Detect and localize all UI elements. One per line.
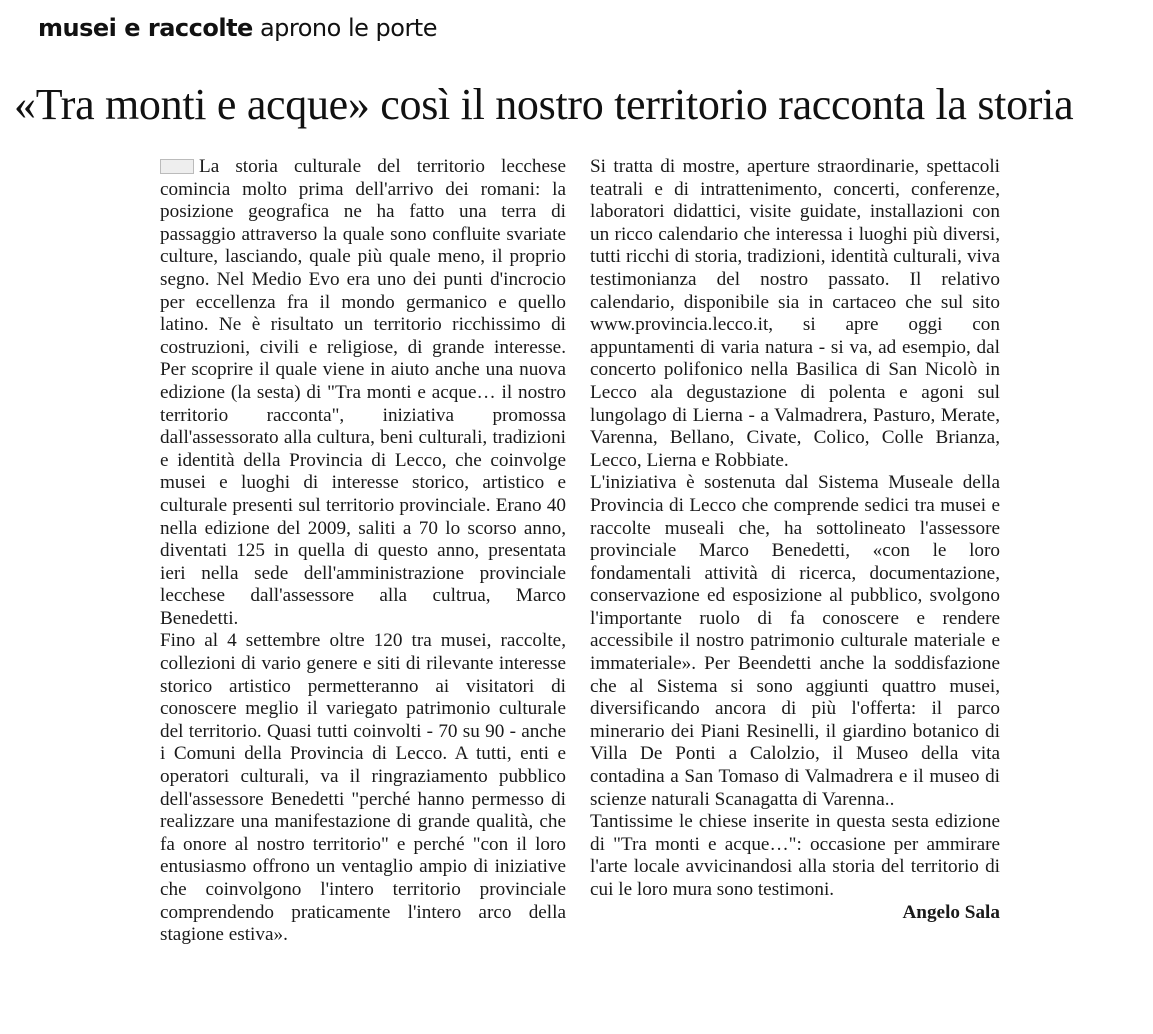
article-column-2: [590, 156, 1000, 924]
headline: «Tra monti e acque» così il nostro territorio racconta la storia: [14, 80, 1074, 129]
article-paragraph: Fino al 4 settembre oltre 120 tra musei, raccolte, collezioni di vario genere e siti di rilevante interesse storico artistico permetteranno ai visitatori di conoscere meglio il variegato patrimonio culturale del territorio. Quasi tutti coinvolti - 70 su 90 - anche i Comuni della Provincia di Lecco. A tutti, enti e operatori culturali, va il ringraziamento pubblico dell'assessore Benedetti "perché hanno permesso di realizzare una manifestazione di grande qualità, che fa onore al nostro territorio" e perché "con il loro entusiasmo offrono un ventaglio ampio di iniziative che coinvolgono l'intero territorio provinciale comprendendo praticamente l'intero arco della stagione estiva».: [160, 630, 566, 946]
article-paragraph-text: La storia culturale del territorio lecchese comincia molto prima dell'arrivo dei romani: la posizione geografica ne ha fatto una terra di passaggio attraverso la quale sono confluite svariate culture, lasciando, quale più quale meno, il proprio segno. Nel Medio Evo era uno dei punti d'incrocio per eccellenza fra il mondo germanico e quello latino. Ne è risultato un territorio ricchissimo di costruzioni, civili e religiose, di grande interesse. Per scoprire il quale viene in aiuto anche una nuova edizione (la sesta) di "Tra monti e acque… il nostro territorio racconta", iniziativa promossa dall'assessorato alla cultura, beni culturali, tradizioni e identità della Provincia di Lecco, che coinvolge musei e luoghi di interesse storico, artistico e culturale presenti sul territorio provinciale. Erano 40 nella edizione del 2009, saliti a 70 lo scorso anno, diventati 125 in quella di questo anno, presentata ieri nella sede dell'amministrazione provinciale lecchese dall'assessore alla cultrua, Marco Benedetti.: [160, 156, 566, 629]
newspaper-logo-icon: [160, 159, 194, 174]
section-kicker: [38, 14, 437, 42]
article-paragraph: [160, 156, 566, 630]
article-column-1: [160, 156, 566, 947]
kicker-light: aprono le porte: [259, 14, 437, 42]
article-paragraph: Tantissime le chiese inserite in questa sesta edizione di "Tra monti e acque…": occasione per ammirare l'arte locale avvicinandosi alla storia del territorio di cui le loro mura sono testimoni.: [590, 811, 1000, 900]
article-paragraph: L'iniziativa è sostenuta dal Sistema Museale della Provincia di Lecco che comprende sedici tra musei e raccolte museali che, ha sottolineato l'assessore provinciale Marco Benedetti, «con le loro fondamentali attività di ricerca, documentazione, conservazione ed esposizione al pubblico, svolgono l'importante ruolo di fa conoscere e rendere accessibile il nostro patrimonio culturale materiale e immateriale». Per Beendetti anche la soddisfazione che al Sistema si sono aggiunti quattro musei, diversificando ancora di più l'offerta: il parco minerario dei Piani Resinelli, il giardino botanico di Villa De Ponti a Calolzio, il Museo della vita contadina a San Tomaso di Valmadrera e il museo di scienze naturali Scanagatta di Varenna..: [590, 472, 1000, 810]
author-signature: Angelo Sala: [902, 901, 1000, 923]
kicker-bold: musei e raccolte: [38, 14, 253, 42]
article-paragraph: Si tratta di mostre, aperture straordinarie, spettacoli teatrali e di intrattenimento, concerti, conferenze, laboratori didattici, visite guidate, installazioni con un ricco calendario che interessa i luoghi più diversi, tutti ricchi di storia, tradizioni, identità culturali, viva testimonianza del nostro passato. Il relativo calendario, disponibile sia in cartaceo che sul sito www.provincia.lecco.it, si apre oggi con appuntamenti di varia natura - si va, ad esempio, dal concerto polifonico nella Basilica di San Nicolò in Lecco ala degustazione di polenta e agoni sul lungolago di Lierna - a Valmadrera, Pasturo, Merate, Varenna, Bellano, Civate, Colico, Colle Brianza, Lecco, Lierna e Robbiate.: [590, 156, 1000, 471]
